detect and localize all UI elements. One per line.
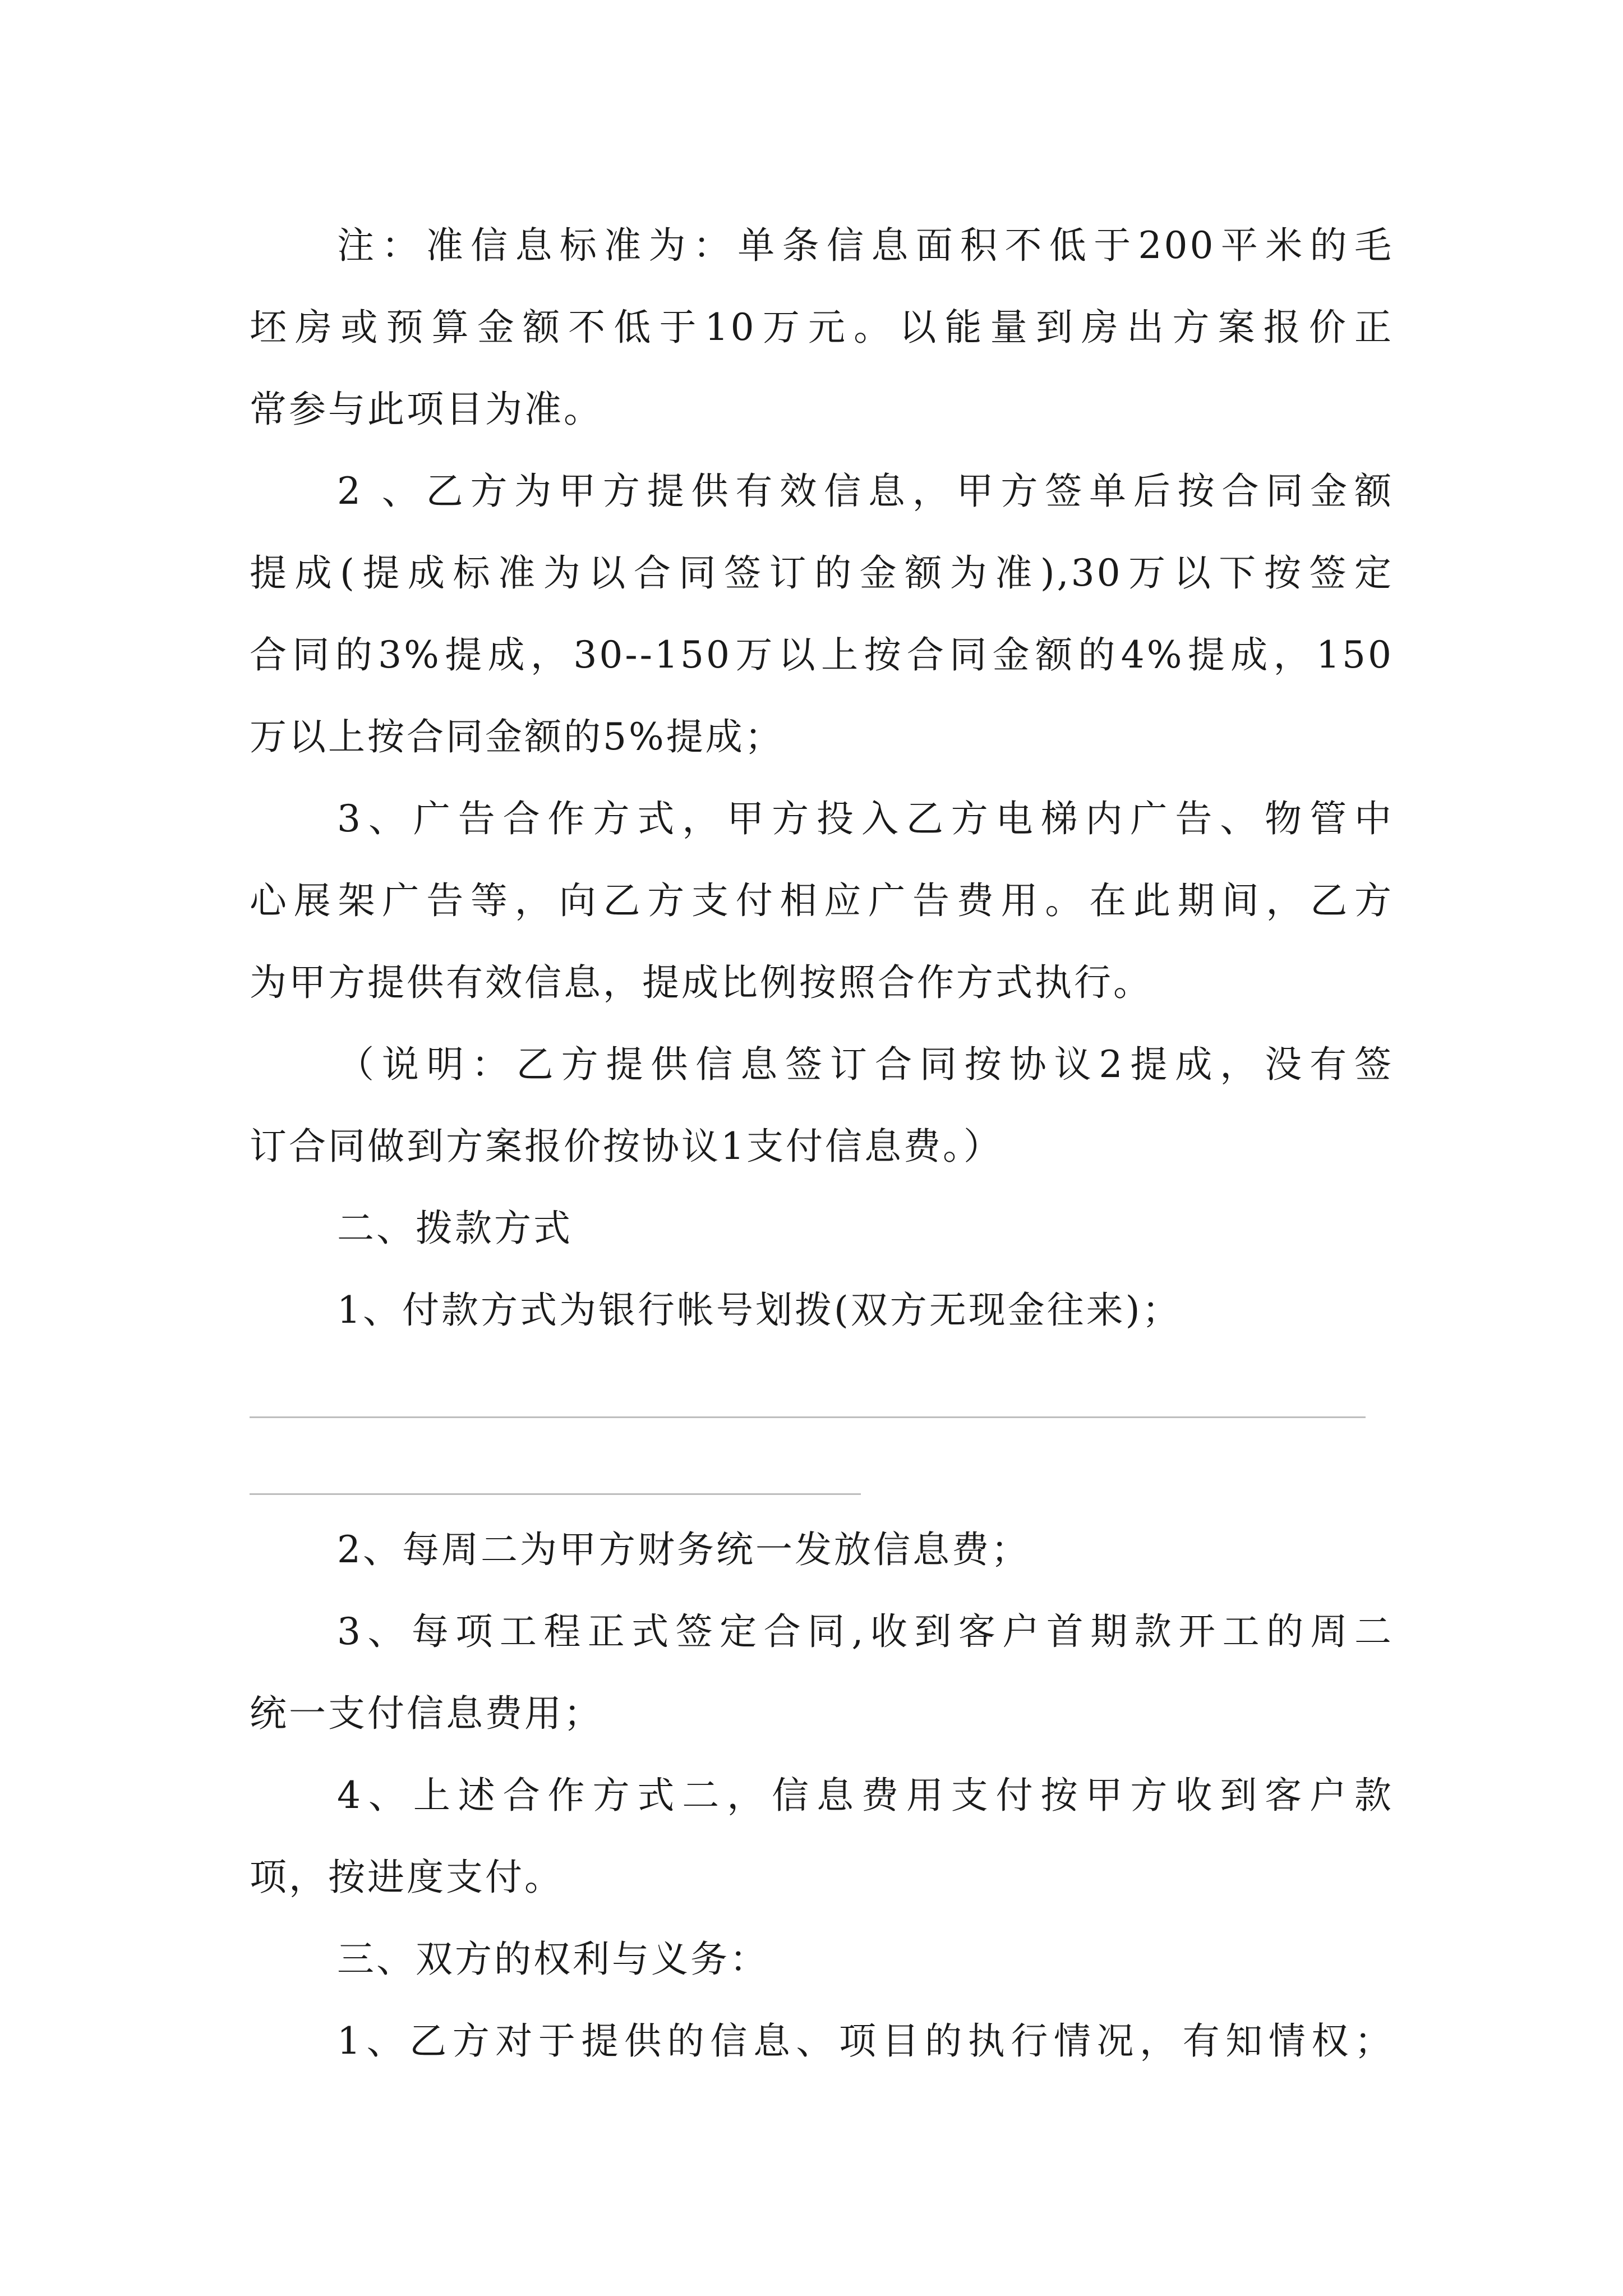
payment-clause-4-line-1: 4、上述合作方式二，信息费用支付按甲方收到客户款	[337, 1774, 1394, 1817]
payment-clause-4-line-2: 项，按进度支付。	[250, 1856, 564, 1899]
paragraph-note-line-3: 常参与此项目为准。	[250, 388, 603, 431]
clause-2-line-2: 提成(提成标准为以合同签订的金额为准),30万以下按签定	[250, 551, 1394, 595]
payment-clause-3-line-2: 统一支付信息费用；	[250, 1692, 603, 1735]
clause-3-line-1: 3、广告合作方式，甲方投入乙方电梯内广告、物管中	[337, 797, 1394, 840]
paragraph-note-line-2: 坯房或预算金额不低于10万元。以能量到房出方案报价正	[250, 306, 1394, 349]
payment-clause-3-line-1: 3、每项工程正式签定合同,收到客户首期款开工的周二	[337, 1610, 1394, 1653]
section-heading-payment: 二、拨款方式	[337, 1207, 573, 1250]
payment-clause-2: 2、每周二为甲方财务统一发放信息费；	[337, 1528, 1030, 1571]
document-body-bottom	[250, 1509, 1394, 2082]
clause-2-line-1: 2 、乙方为甲方提供有效信息，甲方签单后按合同金额	[337, 470, 1394, 513]
page-break-rule-long	[250, 1416, 1366, 1418]
paragraph-note-line-1: 注：准信息标准为：单条信息面积不低于200平米的毛	[337, 224, 1394, 267]
clause-2-line-3: 合同的3%提成，30--150万以上按合同金额的4%提成，150	[250, 633, 1394, 677]
section-heading-rights-obligations: 三、双方的权利与义务：	[337, 1938, 769, 1981]
page-break-rule-short	[250, 1493, 861, 1495]
payment-clause-1: 1、付款方式为银行帐号划拨(双方无现金往来)；	[337, 1289, 1182, 1332]
clause-3-line-2: 心展架广告等，向乙方支付相应广告费用。在此期间，乙方	[250, 879, 1394, 922]
clause-2-line-4: 万以上按合同金额的5%提成；	[250, 715, 784, 758]
explanation-line-2: 订合同做到方案报价按协议1支付信息费。）	[250, 1125, 1003, 1168]
explanation-line-1: （说明：乙方提供信息签订合同按协议2提成，没有签	[337, 1043, 1394, 1086]
document-body-top	[250, 205, 1394, 1351]
rights-clause-1: 1、乙方对于提供的信息、项目的执行情况，有知情权；	[337, 2019, 1394, 2063]
clause-3-line-3: 为甲方提供有效信息，提成比例按照合作方式执行。	[250, 961, 1152, 1004]
